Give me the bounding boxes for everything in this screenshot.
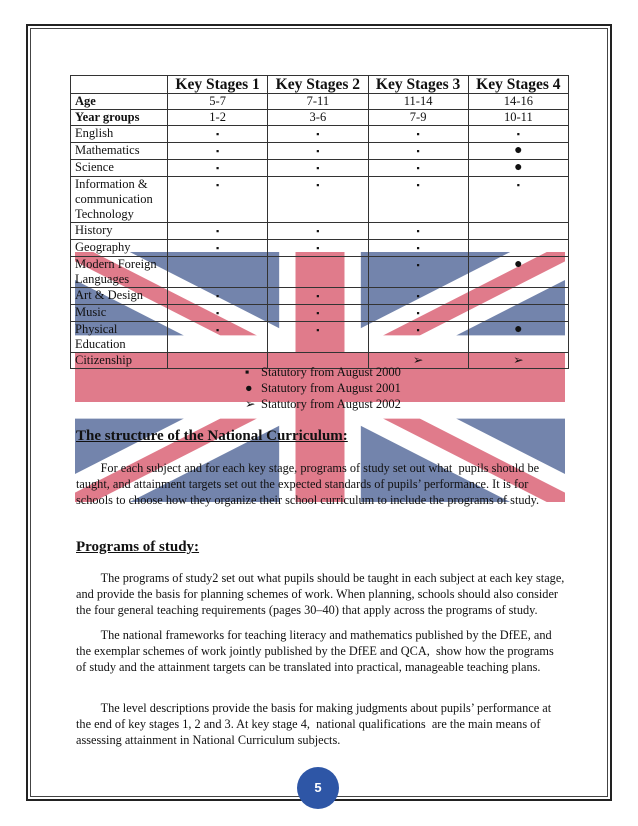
- table-cell: [168, 322, 268, 353]
- table-row: [71, 322, 569, 353]
- table-header-blank: [71, 76, 168, 94]
- table-cell: [168, 257, 268, 288]
- square-bullet-icon: ▪: [216, 291, 220, 301]
- table-cell: [168, 177, 268, 223]
- table-cell: [368, 305, 468, 322]
- square-bullet-icon: ▪: [516, 129, 520, 139]
- key-stages-table: [70, 75, 569, 369]
- square-bullet-icon: ▪: [316, 129, 320, 139]
- square-bullet-icon: ▪: [416, 226, 420, 236]
- square-bullet-icon: ▪: [216, 180, 220, 190]
- table-cell: 7-11: [268, 94, 368, 110]
- row-label: Year groups: [71, 110, 168, 126]
- table-cell: [468, 223, 568, 240]
- table-cell: [268, 257, 368, 288]
- round-bullet-icon: ●: [514, 160, 523, 175]
- table-cell: [268, 240, 368, 257]
- table-row: [71, 160, 569, 177]
- table-cell: [368, 160, 468, 177]
- square-bullet-icon: ▪: [416, 146, 420, 156]
- square-bullet-icon: ▪: [416, 163, 420, 173]
- programs-heading: Programs of study:: [76, 539, 200, 555]
- row-label: English: [71, 126, 168, 143]
- table-cell: [268, 223, 368, 240]
- legend-text: Statutory from August 2001: [261, 381, 401, 395]
- square-bullet-icon: ▪: [416, 180, 420, 190]
- table-cell: 7-9: [368, 110, 468, 126]
- table-row: [71, 288, 569, 305]
- row-label: Science: [71, 160, 168, 177]
- square-bullet-icon: ▪: [316, 325, 320, 335]
- table-cell: [468, 257, 568, 288]
- legend-item: [245, 380, 401, 396]
- row-label: Modern Foreign Languages: [71, 257, 168, 288]
- table-cell: [268, 143, 368, 160]
- table-header-cell: Key Stages 3: [368, 76, 468, 94]
- table-cell: 3-6: [268, 110, 368, 126]
- table-cell: 10-11: [468, 110, 568, 126]
- square-bullet-icon: ▪: [316, 163, 320, 173]
- table-cell: [168, 143, 268, 160]
- row-label: Information & communication Technology: [71, 177, 168, 223]
- table-cell: [168, 240, 268, 257]
- row-label: Mathematics: [71, 143, 168, 160]
- square-bullet-icon: ▪: [316, 226, 320, 236]
- row-label: Physical Education: [71, 322, 168, 353]
- round-bullet-icon: ●: [514, 257, 523, 272]
- square-bullet-icon: ▪: [516, 180, 520, 190]
- table-cell: [268, 288, 368, 305]
- table-cell: [368, 177, 468, 223]
- square-bullet-icon: ▪: [316, 243, 320, 253]
- table-row: [71, 126, 569, 143]
- row-label: Art & Design: [71, 288, 168, 305]
- legend-item: [245, 396, 401, 412]
- table-cell: [468, 126, 568, 143]
- square-bullet-icon: ▪: [416, 129, 420, 139]
- square-bullet-icon: ▪: [416, 308, 420, 318]
- table-cell: [468, 240, 568, 257]
- table-row: [71, 305, 569, 322]
- table-header-cell: Key Stages 2: [268, 76, 368, 94]
- table-row: [71, 94, 569, 110]
- square-bullet-icon: ▪: [216, 243, 220, 253]
- square-bullet-icon: ▪: [316, 308, 320, 318]
- table-header-cell: Key Stages 1: [168, 76, 268, 94]
- table-cell: [368, 322, 468, 353]
- table-cell: 5-7: [168, 94, 268, 110]
- square-bullet-icon: ▪: [316, 180, 320, 190]
- table-row: [71, 143, 569, 160]
- table-cell: [268, 322, 368, 353]
- square-bullet-icon: ▪: [416, 325, 420, 335]
- square-bullet-icon: ▪: [416, 243, 420, 253]
- table-cell: [368, 288, 468, 305]
- table-cell: [168, 305, 268, 322]
- structure-heading: The structure of the National Curriculum:: [76, 428, 348, 444]
- programs-paragraph-2: The national frameworks for teaching literacy and mathematics published by the DfEE, and the exemplar schemes of work jointly published by the DfEE and QCA, show how the programs of study and the attainment targets can be translated into practical, manageable teaching plans.: [76, 628, 557, 674]
- page-number: 5: [297, 767, 339, 809]
- table-cell: [168, 126, 268, 143]
- table-row: [71, 110, 569, 126]
- table-row: [71, 240, 569, 257]
- table-header-cell: Key Stages 4: [468, 76, 568, 94]
- table-cell: [468, 322, 568, 353]
- table-cell: [468, 353, 568, 369]
- table-cell: [268, 305, 368, 322]
- square-bullet-icon: ▪: [216, 325, 220, 335]
- table-cell: [168, 160, 268, 177]
- square-bullet-icon: ▪: [316, 146, 320, 156]
- table-cell: [268, 126, 368, 143]
- square-bullet-icon: ▪: [416, 291, 420, 301]
- programs-paragraph-3: The level descriptions provide the basis for making judgments about pupils’ performance at the end of key stages 1, 2 and 3. At key stage 4, national qualifications are the main means of assessing attainment in National Curriculum subjects.: [76, 701, 555, 747]
- programs-paragraph-1: The programs of study2 set out what pupils should be taught in each subject at each key stage, and provide the basis for planning schemes of work. When planning, schools should also consider the four general teaching requirements (pages 30–40) that apply across the programs of study.: [76, 571, 568, 617]
- row-label: History: [71, 223, 168, 240]
- table-cell: [268, 177, 368, 223]
- table-cell: [368, 126, 468, 143]
- square-bullet-icon: ▪: [216, 146, 220, 156]
- round-bullet-icon: ●: [514, 143, 523, 158]
- square-bullet-icon: ▪: [216, 226, 220, 236]
- structure-paragraph: For each subject and for each key stage, programs of study set out what pupils should be taught, and attainment targets set out the expected standards of pupils’ performance. It is for schools to choose how they organize their school curriculum to include the programs of study.: [76, 461, 543, 507]
- table-cell: 11-14: [368, 94, 468, 110]
- row-label: Geography: [71, 240, 168, 257]
- table-cell: [468, 143, 568, 160]
- legend-symbol-icon: ➢: [245, 397, 256, 411]
- square-bullet-icon: ▪: [416, 260, 420, 270]
- arrow-bullet-icon: ➢: [412, 353, 424, 367]
- table-header-row: [71, 76, 569, 94]
- table-cell: 14-16: [468, 94, 568, 110]
- table-row: [71, 177, 569, 223]
- table-row: [71, 257, 569, 288]
- arrow-bullet-icon: ➢: [513, 353, 524, 367]
- table-cell: [168, 288, 268, 305]
- table-cell: [268, 160, 368, 177]
- table-cell: [468, 288, 568, 305]
- square-bullet-icon: ▪: [216, 129, 220, 139]
- row-label: Citizenship: [71, 353, 168, 369]
- legend-item: [245, 364, 401, 380]
- table-cell: [468, 160, 568, 177]
- table-cell: [468, 305, 568, 322]
- legend-symbol-icon: ●: [245, 381, 253, 395]
- row-label: Age: [71, 94, 168, 110]
- square-bullet-icon: ▪: [316, 291, 320, 301]
- table-cell: [368, 143, 468, 160]
- legend: [245, 364, 401, 412]
- legend-symbol-icon: ▪: [245, 365, 250, 379]
- round-bullet-icon: ●: [514, 322, 523, 337]
- table-cell: [368, 240, 468, 257]
- legend-text: Statutory from August 2002: [261, 397, 401, 411]
- square-bullet-icon: ▪: [216, 163, 220, 173]
- legend-text: Statutory from August 2000: [261, 365, 401, 379]
- table-cell: [468, 177, 568, 223]
- table-cell: [368, 257, 468, 288]
- table-cell: [368, 223, 468, 240]
- table-cell: [168, 223, 268, 240]
- table-cell: 1-2: [168, 110, 268, 126]
- table-row: [71, 223, 569, 240]
- square-bullet-icon: ▪: [216, 308, 220, 318]
- row-label: Music: [71, 305, 168, 322]
